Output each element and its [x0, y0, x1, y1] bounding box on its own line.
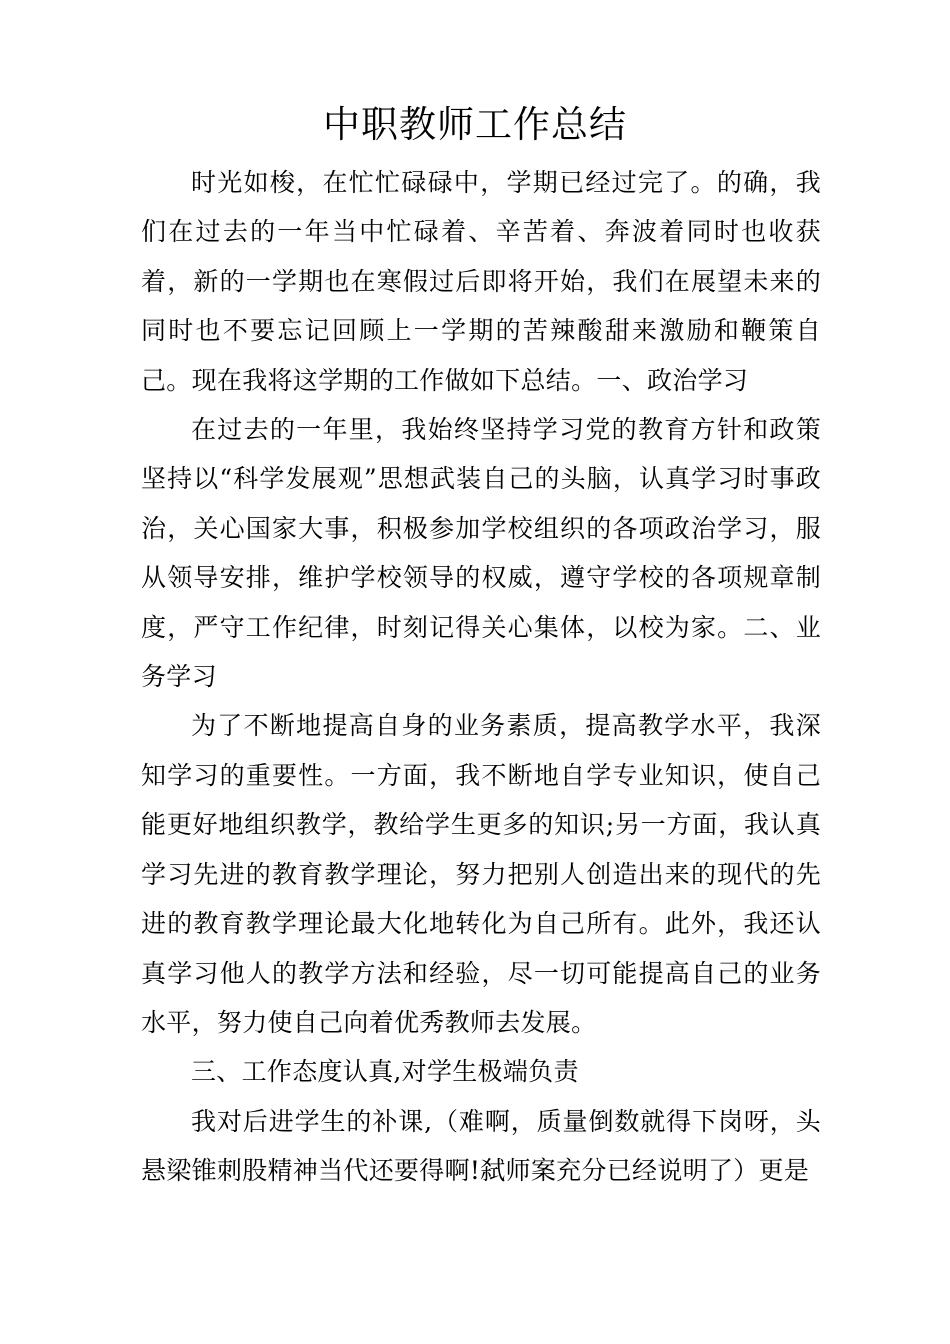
paragraph-intro: 时光如梭，在忙忙碌碌中，学期已经过完了。的确，我们在过去的一年当中忙碌着、辛苦着、奔波着同时也收获着，新的一学期也在寒假过后即将开始，我们在展望未来的同时也不要忘记回顾上一学期的苦辣酸甜来激励和鞭策自己。现在我将这学期的工作做如下总结。一、政治学习 [141, 168, 821, 395]
paragraph-professional-study: 为了不断地提高自身的业务素质，提高教学水平，我深知学习的重要性。一方面，我不断地自学专业知识，使自己能更好地组织教学，教给学生更多的知识;另一方面，我认真学习先进的教育教学理论，努力把别人创造出来的现代的先进的教育教学理论最大化地转化为自己所有。此外，我还认真学习他人的教学方法和经验，尽一切可能提高自己的业务水平，努力使自己向着优秀教师去发展。 [141, 711, 821, 1037]
document-title: 中职教师工作总结 [323, 103, 627, 146]
section-heading-work-attitude: 三、工作态度认真,对学生极端负责 [191, 1057, 579, 1087]
paragraph-tutoring: 我对后进学生的补课,（难啊，质量倒数就得下岗呀，头悬梁锥刺股精神当代还要得啊!弑师案充分已经说明了）更是 [141, 1106, 821, 1186]
paragraph-political-study: 在过去的一年里，我始终坚持学习党的教育方针和政策坚持以“科学发展观”思想武装自己的头脑，认真学习时事政治，关心国家大事，积极参加学校组织的各项政治学习，服从领导安排，维护学校领导的权威，遵守学校的各项规章制度，严守工作纪律，时刻记得关心集体，以校为家。二、业务学习 [141, 415, 821, 692]
document-body [141, 158, 821, 1196]
